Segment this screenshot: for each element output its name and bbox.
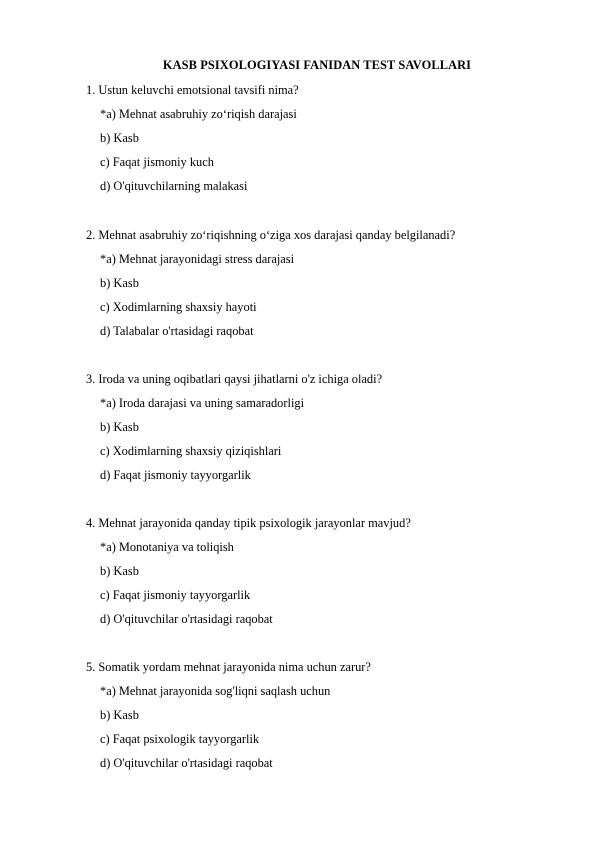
question-text: 3. Iroda va uning oqibatlari qaysi jihatlarni o'z ichiga oladi? (86, 372, 383, 386)
option-d: d) O'qituvchilar o'rtasidagi raqobat (100, 756, 273, 770)
option-b: b) Kasb (100, 131, 139, 145)
question-2 (86, 227, 566, 347)
question-5 (86, 659, 566, 779)
option-c: c) Faqat jismoniy tayyorgarlik (100, 588, 251, 602)
option-c: c) Faqat jismoniy kuch (100, 155, 214, 169)
option-d: d) O'qituvchilarning malakasi (100, 179, 248, 193)
question-text: 2. Mehnat asabruhiy zo‘riqishning o‘ziga xos darajasi qanday belgilanadi? (86, 228, 456, 242)
option-a: *a) Mehnat asabruhiy zo‘riqish darajasi (100, 107, 297, 121)
option-c: c) Xodimlarning shaxsiy hayoti (100, 300, 257, 314)
option-c: c) Faqat psixologik tayyorgarlik (100, 732, 260, 746)
question-3 (86, 371, 566, 491)
option-a: *a) Iroda darajasi va uning samaradorligi (100, 396, 305, 410)
document-title: KASB PSIXOLOGIYASI FANIDAN TEST SAVOLLARI (162, 58, 472, 72)
option-b: b) Kasb (100, 420, 139, 434)
option-d: d) Talabalar o'rtasidagi raqobat (100, 324, 254, 338)
option-c: c) Xodimlarning shaxsiy qiziqishlari (100, 444, 282, 458)
option-b: b) Kasb (100, 276, 139, 290)
option-d: d) O'qituvchilar o'rtasidagi raqobat (100, 612, 273, 626)
question-text: 5. Somatik yordam mehnat jarayonida nima uchun zarur? (86, 660, 371, 674)
option-a: *a) Monotaniya va toliqish (100, 540, 234, 554)
option-a: *a) Mehnat jarayonidagi stress darajasi (100, 252, 295, 266)
option-b: b) Kasb (100, 708, 139, 722)
option-d: d) Faqat jismoniy tayyorgarlik (100, 468, 251, 482)
question-1 (86, 82, 566, 202)
question-text: 1. Ustun keluvchi emotsional tavsifi nima? (86, 83, 299, 97)
question-text: 4. Mehnat jarayonida qanday tipik psixologik jarayonlar mavjud? (86, 516, 411, 530)
question-4 (86, 515, 566, 635)
option-a: *a) Mehnat jarayonida sog'liqni saqlash uchun (100, 684, 331, 698)
option-b: b) Kasb (100, 564, 139, 578)
